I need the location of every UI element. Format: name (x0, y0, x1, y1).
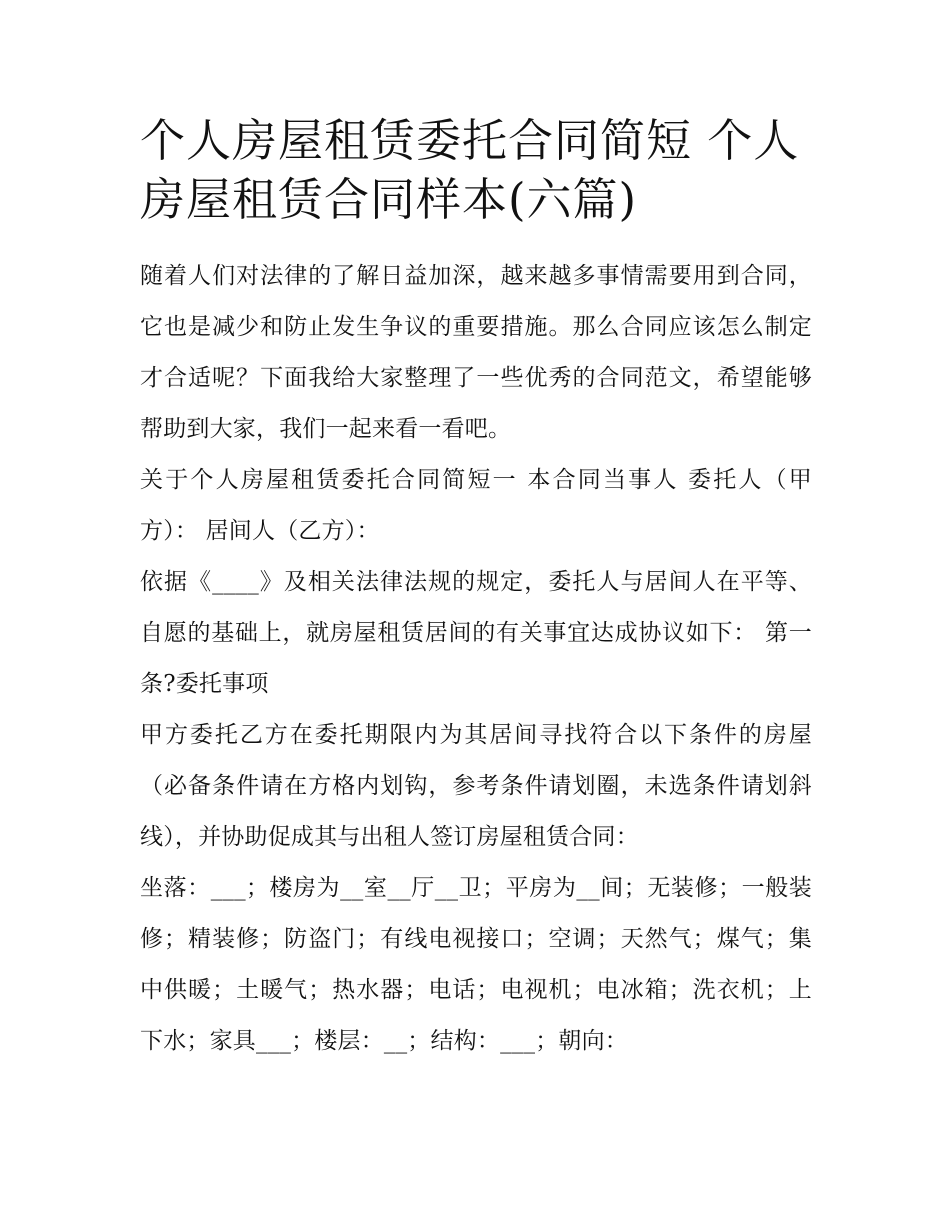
paragraph-intro: 随着人们对法律的了解日益加深，越来越多事情需要用到合同，它也是减少和防止发生争议的重要措施。那么合同应该怎么制定才合适呢？下面我给大家整理了一些优秀的合同范文，希望能够帮助到大家，我们一起来看一看吧。 (140, 263, 812, 442)
document-body (140, 112, 812, 1067)
paragraph-commission: 甲方委托乙方在委托期限内为其居间寻找符合以下条件的房屋（必备条件请在方格内划钩，参考条件请划圈，未选条件请划斜线），并协助促成其与出租人签订房屋租赁合同： (140, 722, 812, 850)
paragraph-conditions: 坐落：___；楼房为__室__厅__卫；平房为__间；无装修；一般装修；精装修；防盗门；有线电视接口；空调；天然气；煤气；集中供暖；土暖气；热水器；电话；电视机；电冰箱；洗衣机；上下水；家具___；楼层：__；结构：___；朝向： (140, 875, 812, 1054)
paragraph-parties: 关于个人房屋租赁委托合同简短一 本合同当事人 委托人（甲方）： 居间人（乙方）： (140, 467, 812, 544)
paragraph-basis: 依据《____》及相关法律法规的规定，委托人与居间人在平等、自愿的基础上，就房屋租赁居间的有关事宜达成协议如下： 第一条?委托事项 (140, 569, 812, 697)
document-title: 个人房屋租赁委托合同简短 个人房屋租赁合同样本(六篇) (140, 114, 800, 226)
